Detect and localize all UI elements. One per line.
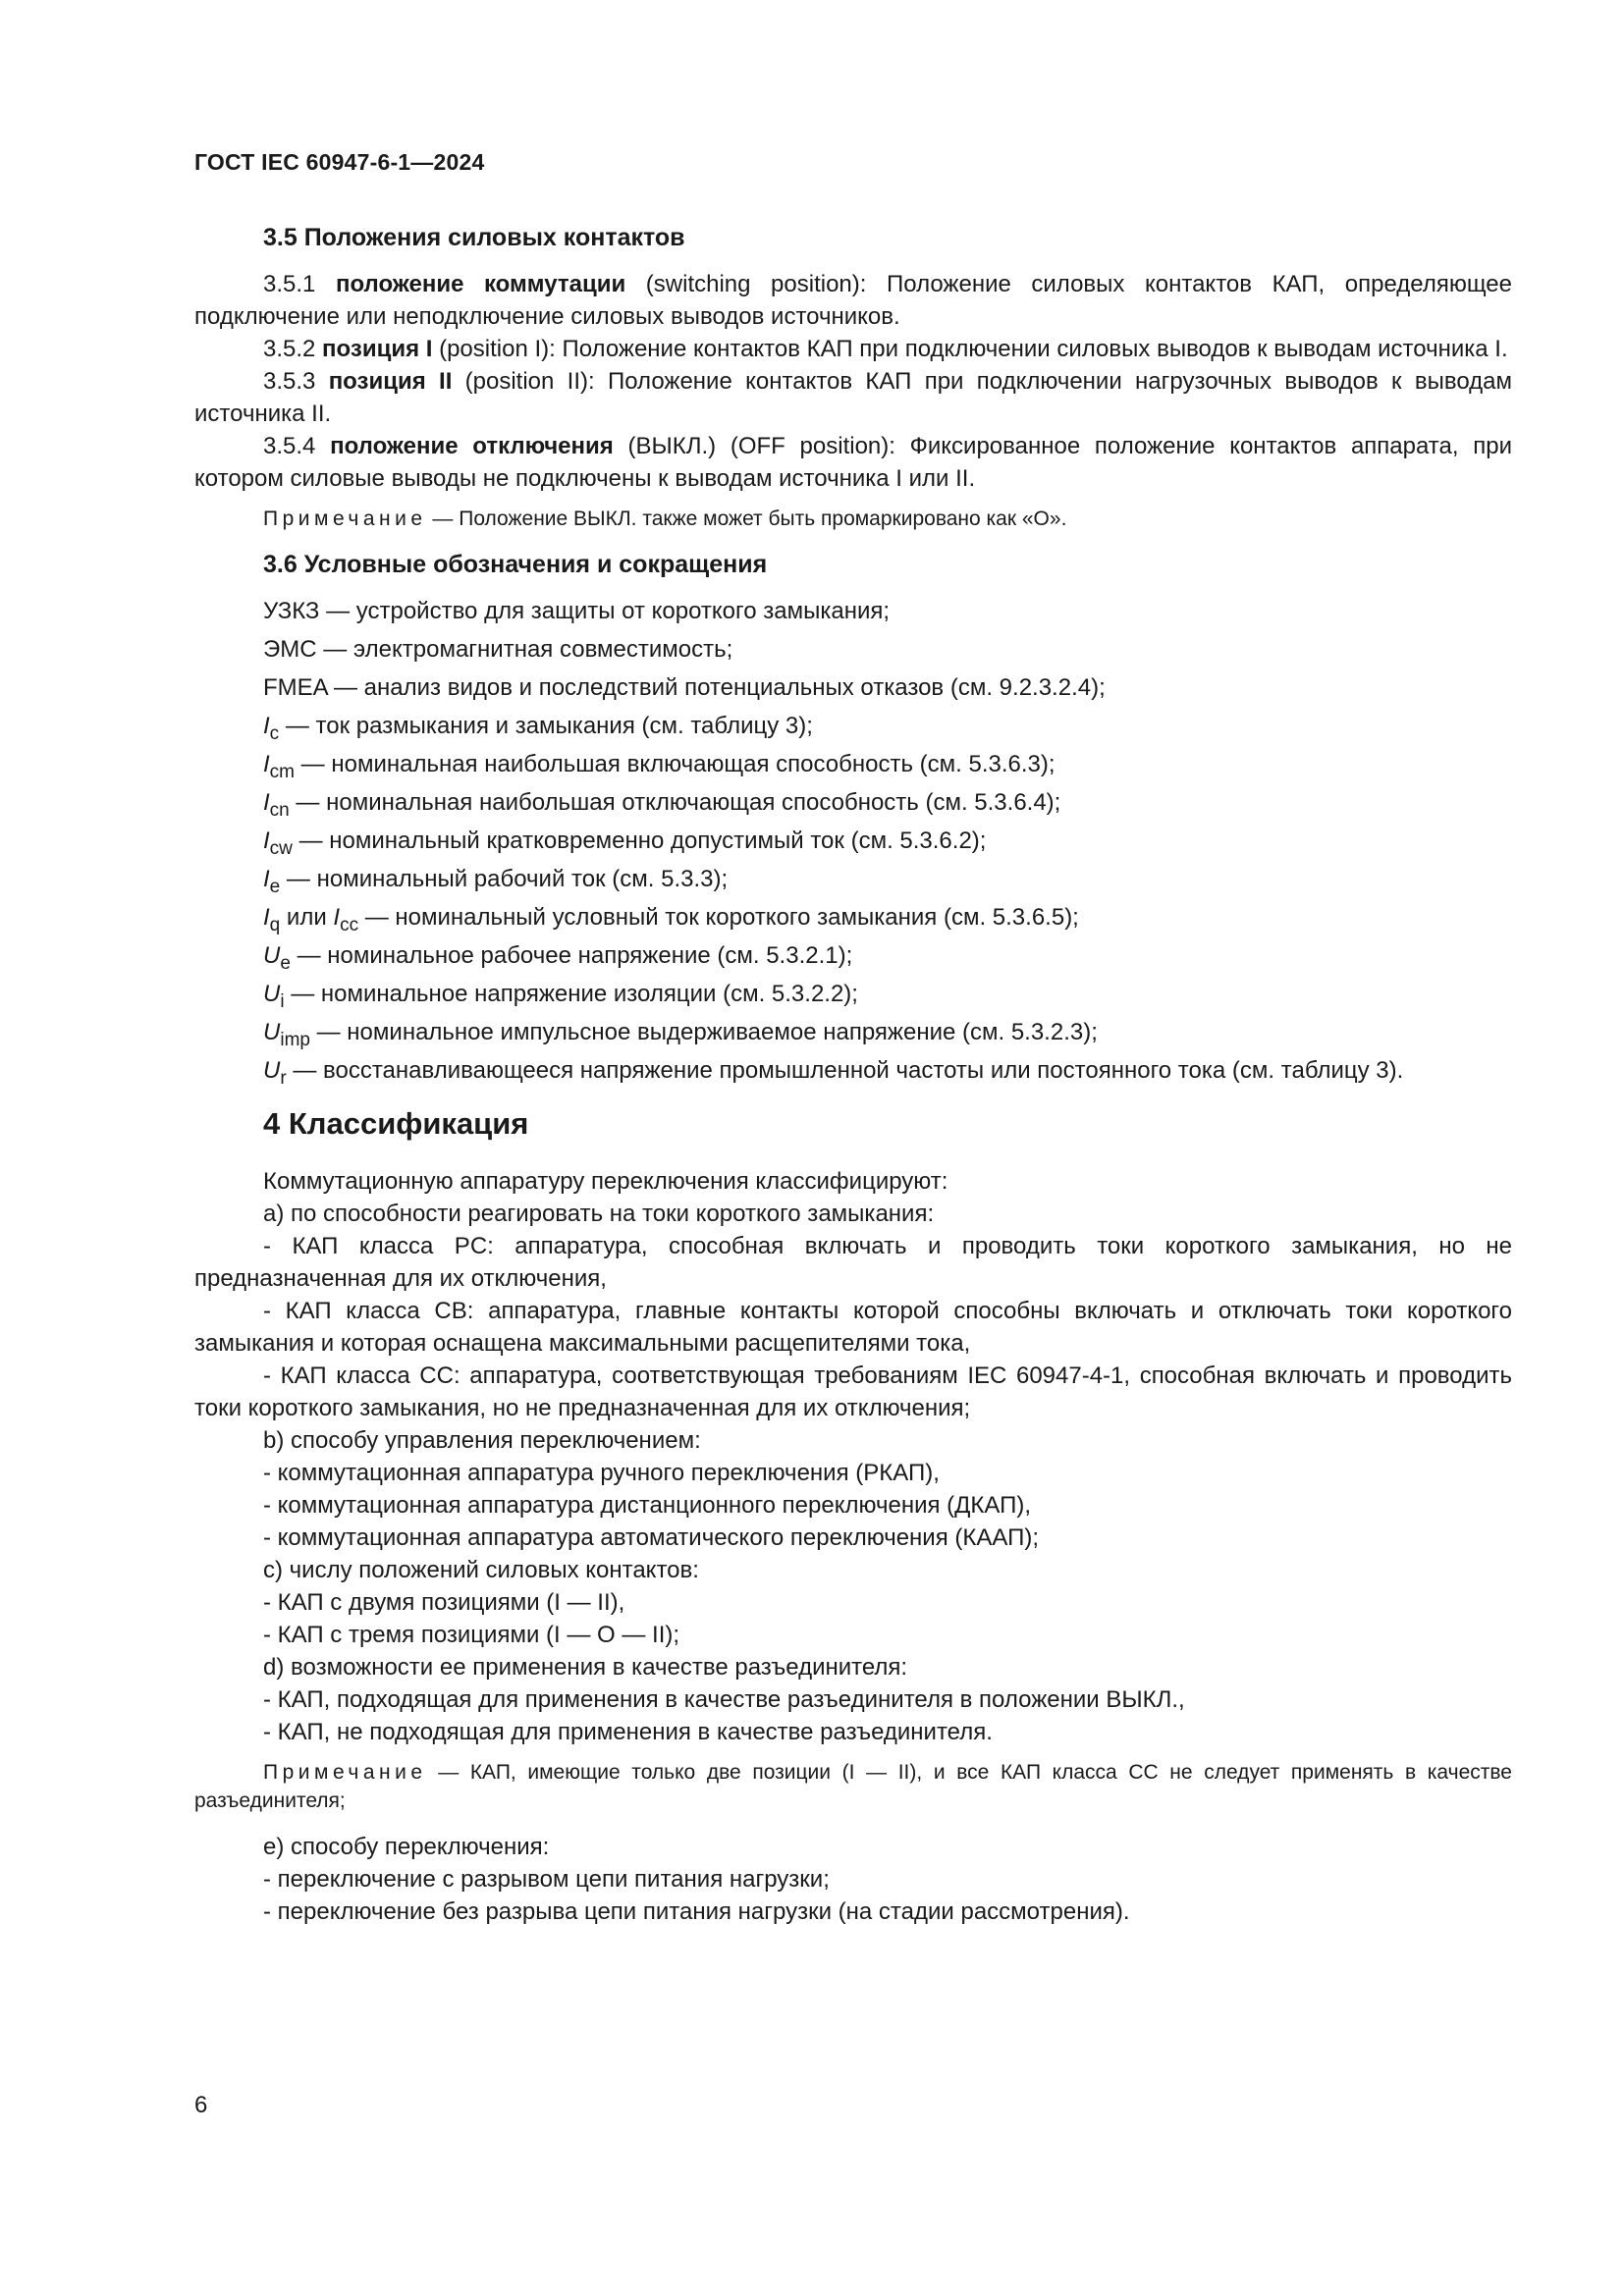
list-item-c: c) числу положений силовых контактов: — [263, 1557, 699, 1583]
symbol-ic — [194, 710, 1512, 742]
clause-number: 3.5.1 — [263, 271, 336, 297]
symbol: U — [263, 1057, 281, 1084]
list-item-a: a) по способности реагировать на токи короткого замыкания: — [263, 1201, 935, 1227]
symbol: U — [263, 981, 281, 1007]
abbreviation-uzkz: УЗКЗ — устройство для защиты от короткого замыкания; — [263, 598, 891, 624]
clause-3-5-2 — [194, 333, 1512, 365]
section-4-title: 4 Классификация — [263, 1106, 529, 1141]
term: положение коммутации — [335, 271, 626, 297]
page-number: 6 — [194, 2092, 208, 2118]
symbol: U — [263, 1019, 281, 1045]
list-item-b: b) способу управления переключением: — [263, 1427, 701, 1454]
note-4 — [194, 1758, 1512, 1815]
symbol-icn — [194, 786, 1512, 819]
clause-number: 3.5.4 — [263, 433, 331, 459]
list-subitem-d2: - КАП, не подходящая для применения в качестве разъединителя. — [263, 1719, 993, 1745]
definition: (switching position): Положение силовых контактов КАП, определяющее подключение или неподключение силовых выводов источников. — [194, 271, 1513, 330]
symbol-subscript: e — [280, 953, 291, 974]
symbol-subscript: cc — [340, 915, 359, 935]
definition: (ВЫКЛ.) (OFF position): Фиксированное положение контактов аппарата, при котором силовые выводы не подключены к выводам источника I или II. — [194, 433, 1512, 492]
symbol: I — [333, 904, 341, 931]
symbol-description: — номинальное рабочее напряжение (см. 5.3.2.1); — [290, 942, 853, 969]
note-text: — Положение ВЫКЛ. также может быть промаркировано как «О». — [426, 507, 1067, 530]
clause-number: 3.5.3 — [263, 368, 329, 395]
symbol-connector: или — [280, 904, 334, 931]
list-subitem-a3: - КАП класса CC: аппаратура, соответствующая требованиям IEC 60947-4-1, способная включать и проводить токи короткого замыкания, но не предназначенная для их отключения; — [194, 1362, 1512, 1421]
document-body — [194, 222, 1512, 1928]
definition: (position II): Положение контактов КАП при подключении нагрузочных выводов к выводам источника II. — [194, 368, 1512, 427]
note-3-5 — [194, 505, 1512, 533]
note-label: Примечание — [263, 1761, 427, 1784]
list-subitem-e1: - переключение с разрывом цепи питания нагрузки; — [263, 1866, 830, 1893]
symbol-description: — номинальное импульсное выдерживаемое напряжение (см. 5.3.2.3); — [309, 1019, 1098, 1045]
clause-3-5-4 — [194, 430, 1512, 495]
list-item-e: e) способу переключения: — [263, 1834, 550, 1860]
symbol: I — [263, 866, 270, 892]
symbol-ur — [194, 1054, 1512, 1087]
term: позиция I — [322, 336, 433, 362]
symbol: U — [263, 942, 281, 969]
document-header: ГОСТ IEC 60947-6-1—2024 — [194, 149, 485, 175]
symbol: I — [263, 751, 270, 777]
list-subitem-e2: - переключение без разрыва цепи питания нагрузки (на стадии рассмотрения). — [263, 1898, 1130, 1925]
symbol-subscript: r — [280, 1068, 287, 1089]
symbol-subscript: i — [280, 991, 285, 1012]
symbol-subscript: imp — [280, 1030, 310, 1050]
symbol-description: — номинальный кратковременно допустимый ток (см. 5.3.6.2); — [292, 828, 987, 854]
list-subitem-b2: - коммутационная аппаратура дистанционного переключения (ДКАП), — [263, 1492, 1032, 1519]
list-subitem-a2: - КАП класса CB: аппаратура, главные контакты которой способны включать и отключать токи короткого замыкания и которая оснащена максимальными расщепителями тока, — [194, 1298, 1512, 1357]
classification-intro: Коммутационную аппаратуру переключения классифицируют: — [263, 1168, 948, 1195]
symbol-description: — ток размыкания и замыкания (см. таблицу 3); — [279, 713, 813, 739]
abbreviation-ems: ЭМС — электромагнитная совместимость; — [263, 636, 733, 663]
symbol: I — [263, 713, 270, 739]
symbol-subscript: e — [269, 877, 281, 897]
list-subitem-c2: - КАП с тремя позициями (I — O — II); — [263, 1622, 680, 1648]
clause-3-5-1 — [194, 268, 1512, 333]
symbol-subscript: cn — [269, 800, 290, 821]
clause-number: 3.5.2 — [263, 336, 323, 362]
symbol-icm — [194, 748, 1512, 780]
list-item-d: d) возможности ее применения в качестве разъединителя: — [263, 1654, 908, 1681]
symbol-subscript: c — [269, 723, 280, 744]
symbol-description: — номинальный условный ток короткого замыкания (см. 5.3.6.5); — [358, 904, 1079, 931]
symbol: I — [263, 904, 270, 931]
symbol: I — [263, 789, 270, 816]
symbol-ue — [194, 939, 1512, 972]
symbol-subscript: cm — [269, 762, 295, 782]
list-subitem-d1: - КАП, подходящая для применения в качестве разъединителя в положении ВЫКЛ., — [263, 1686, 1185, 1713]
symbol: I — [263, 828, 270, 854]
list-subitem-b3: - коммутационная аппаратура автоматического переключения (КААП); — [263, 1524, 1040, 1551]
symbol-description: — номинальное напряжение изоляции (см. 5.3.2.2); — [284, 981, 858, 1007]
symbol-ui — [194, 978, 1512, 1010]
section-3-6-title: 3.6 Условные обозначения и сокращения — [263, 551, 768, 578]
symbol-description: — восстанавливающееся напряжение промышленной частоты или постоянного тока (см. таблицу 3). — [286, 1057, 1404, 1084]
list-subitem-b1: - коммутационная аппаратура ручного переключения (РКАП), — [263, 1460, 940, 1486]
note-label: Примечание — [263, 507, 427, 530]
symbol-iq-icc — [194, 901, 1512, 934]
symbol-description: — номинальная наибольшая отключающая способность (см. 5.3.6.4); — [289, 789, 1061, 816]
symbol-description: — номинальный рабочий ток (см. 5.3.3); — [280, 866, 729, 892]
symbol-uimp — [194, 1016, 1512, 1048]
term: положение отключения — [330, 433, 614, 459]
term: позиция II — [328, 368, 453, 395]
symbol-ie — [194, 863, 1512, 895]
symbol-icw — [194, 825, 1512, 857]
definition: (position I): Положение контактов КАП при подключении силовых выводов к выводам источника I. — [432, 336, 1508, 362]
abbreviation-fmea: FMEA — анализ видов и последствий потенциальных отказов (см. 9.2.3.2.4); — [263, 674, 1106, 701]
symbol-subscript: q — [269, 915, 281, 935]
list-subitem-a1: - КАП класса PC: аппаратура, способная включать и проводить токи короткого замыкания, но не предназначенная для их отключения, — [194, 1233, 1512, 1292]
note-text: — КАП, имеющие только две позиции (I — II), и все КАП класса CC не следует применять в качестве разъединителя; — [194, 1761, 1512, 1812]
clause-3-5-3 — [194, 365, 1512, 430]
section-3-5-title: 3.5 Положения силовых контактов — [263, 224, 685, 251]
symbol-subscript: cw — [269, 838, 293, 859]
list-subitem-c1: - КАП с двумя позициями (I — II), — [263, 1589, 625, 1616]
symbol-description: — номинальная наибольшая включающая способность (см. 5.3.6.3); — [295, 751, 1056, 777]
